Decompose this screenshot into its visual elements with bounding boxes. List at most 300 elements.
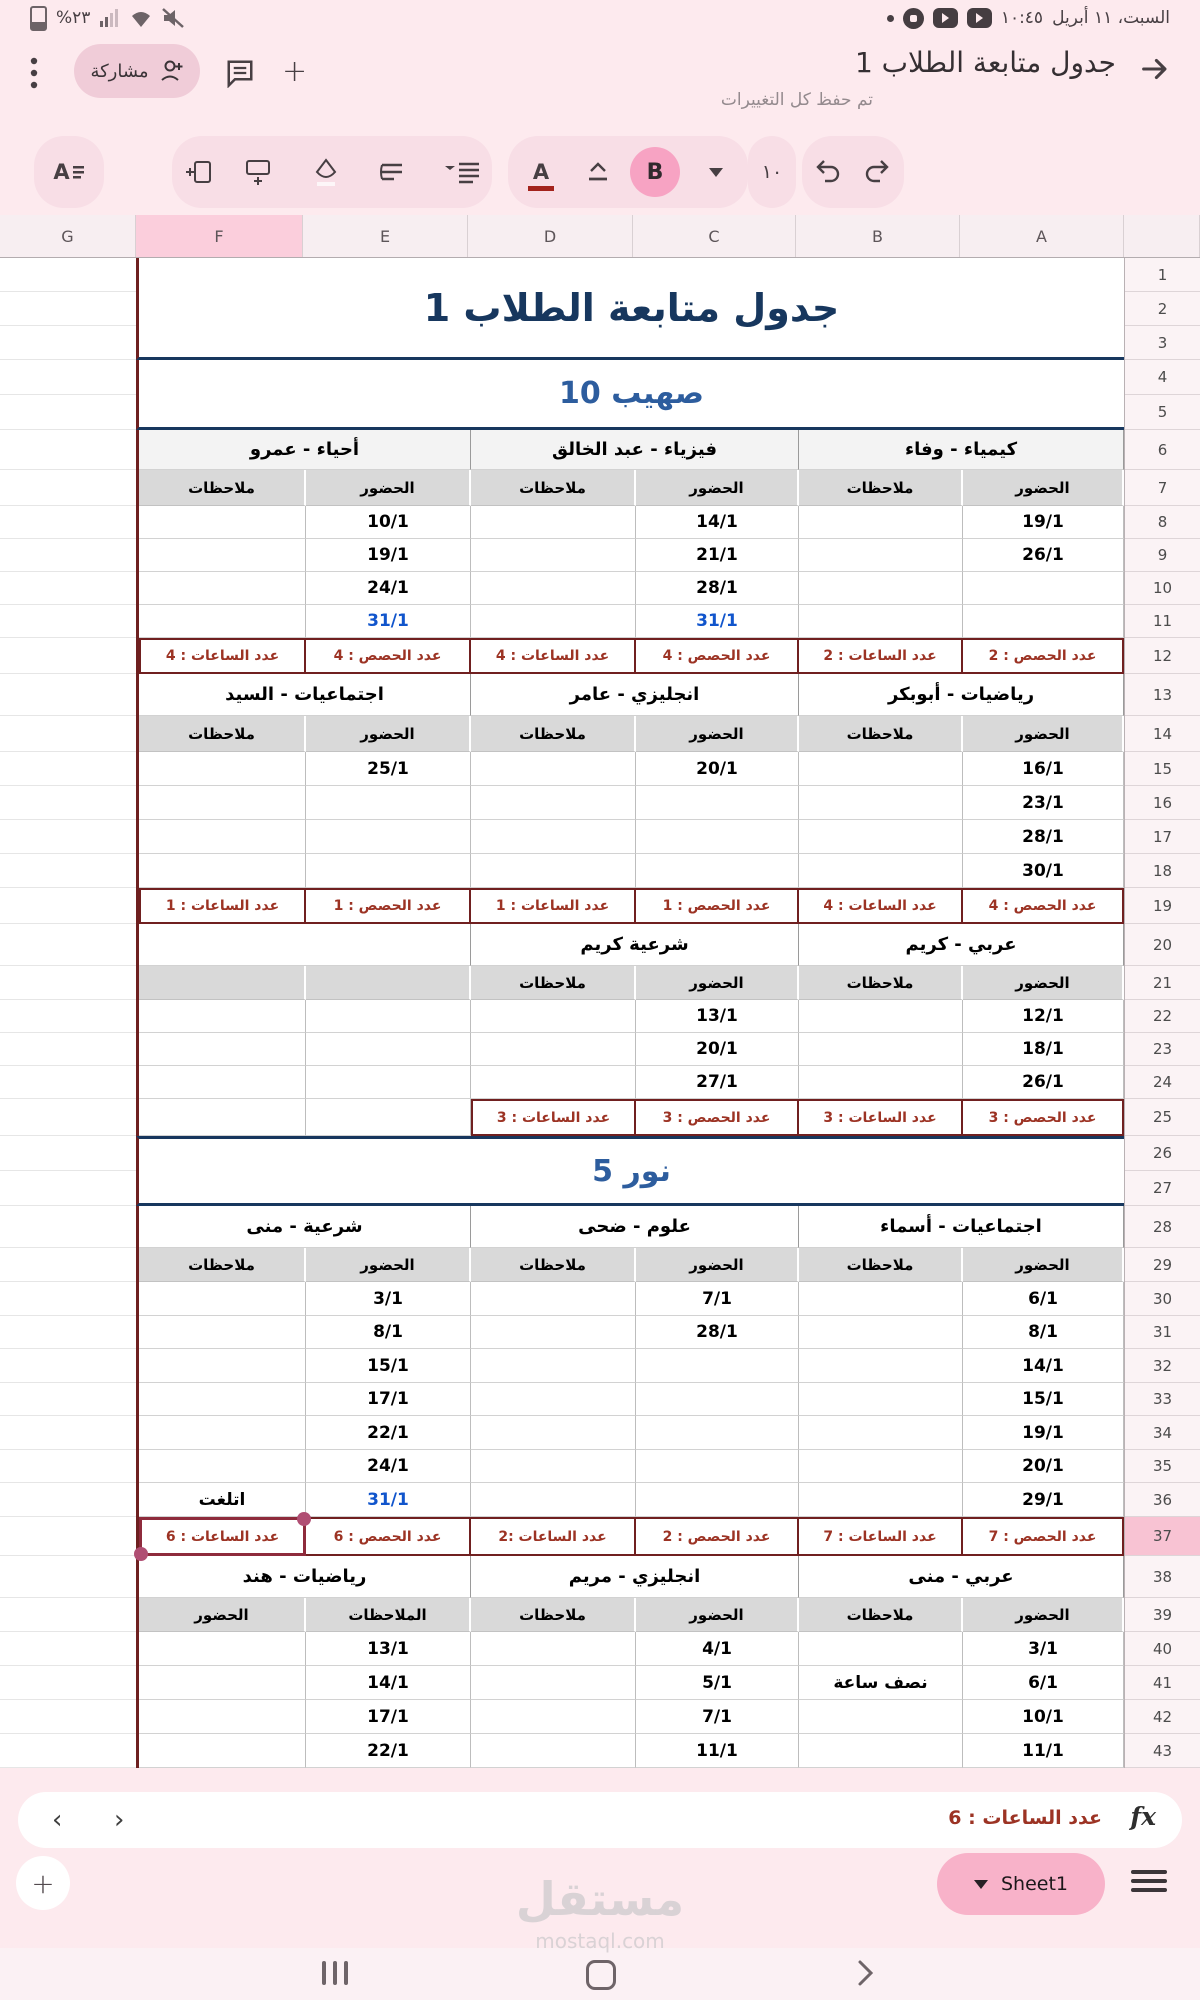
cell-D24[interactable] bbox=[471, 1066, 636, 1099]
cell-C29[interactable]: الحضور bbox=[636, 1248, 799, 1282]
row-header-37[interactable]: 37 bbox=[1125, 1517, 1200, 1556]
cell-G39[interactable] bbox=[0, 1598, 136, 1632]
cell-F9[interactable] bbox=[139, 539, 306, 572]
row-header-35[interactable]: 35 bbox=[1125, 1450, 1200, 1483]
cell-G3[interactable] bbox=[0, 326, 136, 360]
cell-E18[interactable] bbox=[306, 854, 471, 888]
row-header-40[interactable]: 40 bbox=[1125, 1632, 1200, 1666]
cell-C23[interactable]: 20/1 bbox=[636, 1033, 799, 1066]
cell-E22[interactable] bbox=[306, 1000, 471, 1033]
row-header-32[interactable]: 32 bbox=[1125, 1349, 1200, 1383]
cell-E31[interactable]: 8/1 bbox=[306, 1316, 471, 1349]
cell-C25[interactable]: عدد الحصص : 3 bbox=[636, 1099, 799, 1136]
row-header-20[interactable]: 20 bbox=[1125, 924, 1200, 966]
format-caret-icon[interactable] bbox=[691, 136, 741, 208]
cell-F37[interactable]: عدد الساعات : 6 bbox=[139, 1517, 306, 1556]
cell-A12[interactable]: عدد الحصص : 2 bbox=[963, 638, 1124, 674]
cell-D25[interactable]: عدد الساعات : 3 bbox=[471, 1099, 636, 1136]
cell-D16[interactable] bbox=[471, 786, 636, 820]
share-button[interactable] bbox=[74, 44, 200, 98]
cell-G32[interactable] bbox=[0, 1349, 136, 1383]
cell-C30[interactable]: 7/1 bbox=[636, 1282, 799, 1316]
cell-A33[interactable]: 15/1 bbox=[963, 1383, 1124, 1416]
sheet-tab[interactable] bbox=[937, 1853, 1105, 1915]
cell-FE6[interactable]: أحياء - عمرو bbox=[139, 430, 471, 470]
cell-B8[interactable] bbox=[799, 506, 963, 539]
row-header-21[interactable]: 21 bbox=[1125, 966, 1200, 1000]
cell-F12[interactable]: عدد الساعات : 4 bbox=[139, 638, 306, 674]
col-header-G[interactable]: G bbox=[0, 215, 136, 257]
cell-D43[interactable] bbox=[471, 1734, 636, 1768]
cell-D23[interactable] bbox=[471, 1033, 636, 1066]
cell-A42[interactable]: 10/1 bbox=[963, 1700, 1124, 1734]
cell-G38[interactable] bbox=[0, 1556, 136, 1598]
cell-F18[interactable] bbox=[139, 854, 306, 888]
cell-F15[interactable] bbox=[139, 752, 306, 786]
row-header-4[interactable]: 4 bbox=[1125, 360, 1200, 395]
cell-C43[interactable]: 11/1 bbox=[636, 1734, 799, 1768]
cell-G20[interactable] bbox=[0, 924, 136, 966]
cell-D19[interactable]: عدد الساعات : 1 bbox=[471, 888, 636, 924]
cell-A10[interactable] bbox=[963, 572, 1124, 605]
row-header-15[interactable]: 15 bbox=[1125, 752, 1200, 786]
cell-C35[interactable] bbox=[636, 1450, 799, 1483]
row-header-42[interactable]: 42 bbox=[1125, 1700, 1200, 1734]
cell-B12[interactable]: عدد الساعات : 2 bbox=[799, 638, 963, 674]
cell-BA13[interactable]: رياضيات - أبوبكر bbox=[799, 674, 1124, 716]
cell-C41[interactable]: 5/1 bbox=[636, 1666, 799, 1700]
cell-F34[interactable] bbox=[139, 1416, 306, 1450]
cell-A23[interactable]: 18/1 bbox=[963, 1033, 1124, 1066]
cell-B22[interactable] bbox=[799, 1000, 963, 1033]
cell-A43[interactable]: 11/1 bbox=[963, 1734, 1124, 1768]
cell-D34[interactable] bbox=[471, 1416, 636, 1450]
cell-D33[interactable] bbox=[471, 1383, 636, 1416]
cell-C17[interactable] bbox=[636, 820, 799, 854]
row-header-36[interactable]: 36 bbox=[1125, 1483, 1200, 1517]
cell-E14[interactable]: الحضور bbox=[306, 716, 471, 752]
cell-A30[interactable]: 6/1 bbox=[963, 1282, 1124, 1316]
cell-E19[interactable]: عدد الحصص : 1 bbox=[306, 888, 471, 924]
cell-B36[interactable] bbox=[799, 1483, 963, 1517]
col-header-C[interactable]: C bbox=[633, 215, 796, 257]
cell-A39[interactable]: الحضور bbox=[963, 1598, 1124, 1632]
cell-A36[interactable]: 29/1 bbox=[963, 1483, 1124, 1517]
cell-G18[interactable] bbox=[0, 854, 136, 888]
cell-G7[interactable] bbox=[0, 470, 136, 506]
cell-FEDCBA26[interactable]: نور 5 bbox=[592, 1153, 671, 1189]
cell-A31[interactable]: 8/1 bbox=[963, 1316, 1124, 1349]
cell-FE28[interactable]: شرعية - منى bbox=[139, 1206, 471, 1248]
cell-E39[interactable]: الملاحظات bbox=[306, 1598, 471, 1632]
cell-F41[interactable] bbox=[139, 1666, 306, 1700]
cell-F32[interactable] bbox=[139, 1349, 306, 1383]
cell-D35[interactable] bbox=[471, 1450, 636, 1483]
cell-G8[interactable] bbox=[0, 506, 136, 539]
sheet-list-icon[interactable] bbox=[1131, 1870, 1167, 1892]
cell-G2[interactable] bbox=[0, 292, 136, 326]
cell-D37[interactable]: عدد الساعات :2 bbox=[471, 1517, 636, 1556]
cell-C8[interactable]: 14/1 bbox=[636, 506, 799, 539]
row-header-1[interactable]: 1 bbox=[1125, 258, 1200, 292]
cell-B10[interactable] bbox=[799, 572, 963, 605]
cell-E42[interactable]: 17/1 bbox=[306, 1700, 471, 1734]
cell-A25[interactable]: عدد الحصص : 3 bbox=[963, 1099, 1124, 1136]
cell-G27[interactable] bbox=[0, 1171, 136, 1206]
row-header-24[interactable]: 24 bbox=[1125, 1066, 1200, 1099]
cell-C11[interactable]: 31/1 bbox=[636, 605, 799, 638]
cell-DC6[interactable]: فيزياء - عبد الخالق bbox=[471, 430, 799, 470]
back-icon[interactable] bbox=[1138, 52, 1172, 90]
cell-E37[interactable]: عدد الحصص : 6 bbox=[306, 1517, 471, 1556]
redo-icon[interactable] bbox=[853, 136, 903, 208]
cell-F22[interactable] bbox=[139, 1000, 306, 1033]
cell-C12[interactable]: عدد الحصص : 4 bbox=[636, 638, 799, 674]
cell-G41[interactable] bbox=[0, 1666, 136, 1700]
cell-C40[interactable]: 4/1 bbox=[636, 1632, 799, 1666]
row-header-23[interactable]: 23 bbox=[1125, 1033, 1200, 1066]
font-size-value[interactable]: ١٠ bbox=[761, 161, 783, 183]
cell-A21[interactable]: الحضور bbox=[963, 966, 1124, 1000]
cell-D15[interactable] bbox=[471, 752, 636, 786]
cell-BA6[interactable]: كيمياء - وفاء bbox=[799, 430, 1124, 470]
row-header-3[interactable]: 3 bbox=[1125, 326, 1200, 360]
selection-handle-top[interactable] bbox=[297, 1512, 311, 1526]
cell-A35[interactable]: 20/1 bbox=[963, 1450, 1124, 1483]
cell-D18[interactable] bbox=[471, 854, 636, 888]
cell-G26[interactable] bbox=[0, 1136, 136, 1171]
cell-B31[interactable] bbox=[799, 1316, 963, 1349]
cell-F42[interactable] bbox=[139, 1700, 306, 1734]
cell-C9[interactable]: 21/1 bbox=[636, 539, 799, 572]
cell-B33[interactable] bbox=[799, 1383, 963, 1416]
cell-E25[interactable] bbox=[306, 1099, 471, 1136]
row-header-38[interactable]: 38 bbox=[1125, 1556, 1200, 1598]
borders-icon[interactable] bbox=[367, 136, 417, 208]
cell-G13[interactable] bbox=[0, 674, 136, 716]
cell-C32[interactable] bbox=[636, 1349, 799, 1383]
cell-E30[interactable]: 3/1 bbox=[306, 1282, 471, 1316]
cell-E7[interactable]: الحضور bbox=[306, 470, 471, 506]
cell-FE13[interactable]: اجتماعيات - السيد bbox=[139, 674, 471, 716]
cell-F21[interactable] bbox=[139, 966, 306, 1000]
cell-F39[interactable]: الحضور bbox=[139, 1598, 306, 1632]
cell-F25[interactable] bbox=[139, 1099, 306, 1136]
cell-B40[interactable] bbox=[799, 1632, 963, 1666]
cell-G1[interactable] bbox=[0, 258, 136, 292]
cell-DC13[interactable]: انجليزي - عامر bbox=[471, 674, 799, 716]
cell-E12[interactable]: عدد الحصص : 4 bbox=[306, 638, 471, 674]
cell-G36[interactable] bbox=[0, 1483, 136, 1517]
cell-D32[interactable] bbox=[471, 1349, 636, 1383]
cell-E33[interactable]: 17/1 bbox=[306, 1383, 471, 1416]
cell-E17[interactable] bbox=[306, 820, 471, 854]
cell-FE20[interactable] bbox=[139, 924, 471, 966]
next-cell-icon[interactable]: › bbox=[114, 1805, 125, 1835]
undo-icon[interactable] bbox=[802, 136, 852, 208]
comment-icon[interactable] bbox=[224, 58, 256, 92]
cell-A17[interactable]: 28/1 bbox=[963, 820, 1124, 854]
cell-F16[interactable] bbox=[139, 786, 306, 820]
cell-G9[interactable] bbox=[0, 539, 136, 572]
row-header-18[interactable]: 18 bbox=[1125, 854, 1200, 888]
cell-F33[interactable] bbox=[139, 1383, 306, 1416]
cell-G19[interactable] bbox=[0, 888, 136, 924]
row-header-26[interactable]: 26 bbox=[1125, 1136, 1200, 1171]
cell-G12[interactable] bbox=[0, 638, 136, 674]
insert-row-icon[interactable] bbox=[233, 136, 283, 208]
cell-A24[interactable]: 26/1 bbox=[963, 1066, 1124, 1099]
cell-C16[interactable] bbox=[636, 786, 799, 820]
cell-C21[interactable]: الحضور bbox=[636, 966, 799, 1000]
cell-G30[interactable] bbox=[0, 1282, 136, 1316]
cell-C14[interactable]: الحضور bbox=[636, 716, 799, 752]
cell-A29[interactable]: الحضور bbox=[963, 1248, 1124, 1282]
cell-C34[interactable] bbox=[636, 1416, 799, 1450]
row-header-31[interactable]: 31 bbox=[1125, 1316, 1200, 1349]
row-header-14[interactable]: 14 bbox=[1125, 716, 1200, 752]
cell-G28[interactable] bbox=[0, 1206, 136, 1248]
cell-C15[interactable]: 20/1 bbox=[636, 752, 799, 786]
row-header-10[interactable]: 10 bbox=[1125, 572, 1200, 605]
cell-G29[interactable] bbox=[0, 1248, 136, 1282]
row-header-25[interactable]: 25 bbox=[1125, 1099, 1200, 1136]
row-header-16[interactable]: 16 bbox=[1125, 786, 1200, 820]
cell-E43[interactable]: 22/1 bbox=[306, 1734, 471, 1768]
cell-B17[interactable] bbox=[799, 820, 963, 854]
col-header-F[interactable]: F bbox=[136, 215, 303, 257]
cell-C7[interactable]: الحضور bbox=[636, 470, 799, 506]
row-header-6[interactable]: 6 bbox=[1125, 430, 1200, 470]
cell-E40[interactable]: 13/1 bbox=[306, 1632, 471, 1666]
row-header-9[interactable]: 9 bbox=[1125, 539, 1200, 572]
cell-B32[interactable] bbox=[799, 1349, 963, 1383]
cell-A8[interactable]: 19/1 bbox=[963, 506, 1124, 539]
cell-D30[interactable] bbox=[471, 1282, 636, 1316]
cell-E8[interactable]: 10/1 bbox=[306, 506, 471, 539]
formula-bar[interactable] bbox=[18, 1792, 1182, 1848]
cell-B35[interactable] bbox=[799, 1450, 963, 1483]
cell-F29[interactable]: ملاحظات bbox=[139, 1248, 306, 1282]
cell-C18[interactable] bbox=[636, 854, 799, 888]
cell-A32[interactable]: 14/1 bbox=[963, 1349, 1124, 1383]
cell-A40[interactable]: 3/1 bbox=[963, 1632, 1124, 1666]
bold-icon[interactable]: B bbox=[630, 147, 680, 197]
cell-A16[interactable]: 23/1 bbox=[963, 786, 1124, 820]
cell-G40[interactable] bbox=[0, 1632, 136, 1666]
cell-B39[interactable]: ملاحظات bbox=[799, 1598, 963, 1632]
cell-G35[interactable] bbox=[0, 1450, 136, 1483]
cell-BA20[interactable]: عربي - كريم bbox=[799, 924, 1124, 966]
cell-G21[interactable] bbox=[0, 966, 136, 1000]
row-header-8[interactable]: 8 bbox=[1125, 506, 1200, 539]
text-format-icon[interactable]: A bbox=[44, 136, 94, 208]
cell-E34[interactable]: 22/1 bbox=[306, 1416, 471, 1450]
cell-DC28[interactable]: علوم - ضحى bbox=[471, 1206, 799, 1248]
cell-D40[interactable] bbox=[471, 1632, 636, 1666]
cell-D8[interactable] bbox=[471, 506, 636, 539]
cell-B7[interactable]: ملاحظات bbox=[799, 470, 963, 506]
cell-E23[interactable] bbox=[306, 1033, 471, 1066]
cell-A19[interactable]: عدد الحصص : 4 bbox=[963, 888, 1124, 924]
cell-F40[interactable] bbox=[139, 1632, 306, 1666]
nav-back-icon[interactable] bbox=[856, 1959, 874, 1991]
cell-F43[interactable] bbox=[139, 1734, 306, 1768]
cell-A37[interactable]: عدد الحصص : 7 bbox=[963, 1517, 1124, 1556]
row-header-28[interactable]: 28 bbox=[1125, 1206, 1200, 1248]
cell-D10[interactable] bbox=[471, 572, 636, 605]
cell-C24[interactable]: 27/1 bbox=[636, 1066, 799, 1099]
cell-B41[interactable]: نصف ساعة bbox=[799, 1666, 963, 1700]
cell-G14[interactable] bbox=[0, 716, 136, 752]
cell-G15[interactable] bbox=[0, 752, 136, 786]
cell-G16[interactable] bbox=[0, 786, 136, 820]
row-header-30[interactable]: 30 bbox=[1125, 1282, 1200, 1316]
cell-G6[interactable] bbox=[0, 430, 136, 470]
cell-B21[interactable]: ملاحظات bbox=[799, 966, 963, 1000]
cell-A7[interactable]: الحضور bbox=[963, 470, 1124, 506]
cell-F8[interactable] bbox=[139, 506, 306, 539]
cell-G24[interactable] bbox=[0, 1066, 136, 1099]
cell-E16[interactable] bbox=[306, 786, 471, 820]
cell-G31[interactable] bbox=[0, 1316, 136, 1349]
cell-D11[interactable] bbox=[471, 605, 636, 638]
cell-C10[interactable]: 28/1 bbox=[636, 572, 799, 605]
cell-G11[interactable] bbox=[0, 605, 136, 638]
cell-E11[interactable]: 31/1 bbox=[306, 605, 471, 638]
cell-G4[interactable] bbox=[0, 360, 136, 395]
row-header-33[interactable]: 33 bbox=[1125, 1383, 1200, 1416]
cell-DC20[interactable]: شرعية كريم bbox=[471, 924, 799, 966]
cell-A22[interactable]: 12/1 bbox=[963, 1000, 1124, 1033]
cell-B43[interactable] bbox=[799, 1734, 963, 1768]
cell-G25[interactable] bbox=[0, 1099, 136, 1136]
cell-C42[interactable]: 7/1 bbox=[636, 1700, 799, 1734]
cell-A15[interactable]: 16/1 bbox=[963, 752, 1124, 786]
cell-C33[interactable] bbox=[636, 1383, 799, 1416]
cell-B16[interactable] bbox=[799, 786, 963, 820]
cell-E15[interactable]: 25/1 bbox=[306, 752, 471, 786]
cell-A9[interactable]: 26/1 bbox=[963, 539, 1124, 572]
cell-C39[interactable]: الحضور bbox=[636, 1598, 799, 1632]
cell-C31[interactable]: 28/1 bbox=[636, 1316, 799, 1349]
text-color-icon[interactable]: A bbox=[516, 136, 566, 208]
row-header-17[interactable]: 17 bbox=[1125, 820, 1200, 854]
cell-A18[interactable]: 30/1 bbox=[963, 854, 1124, 888]
cell-F30[interactable] bbox=[139, 1282, 306, 1316]
col-header-B[interactable]: B bbox=[796, 215, 960, 257]
cell-F19[interactable]: عدد الساعات : 1 bbox=[139, 888, 306, 924]
cell-D14[interactable]: ملاحظات bbox=[471, 716, 636, 752]
cell-D29[interactable]: ملاحظات bbox=[471, 1248, 636, 1282]
cell-E9[interactable]: 19/1 bbox=[306, 539, 471, 572]
row-header-43[interactable]: 43 bbox=[1125, 1734, 1200, 1768]
cell-FEDCBA1[interactable]: جدول متابعة الطلاب 1 bbox=[423, 285, 840, 330]
cell-F14[interactable]: ملاحظات bbox=[139, 716, 306, 752]
cell-B11[interactable] bbox=[799, 605, 963, 638]
prev-cell-icon[interactable]: ‹ bbox=[52, 1805, 63, 1835]
col-header-A[interactable]: A bbox=[960, 215, 1124, 257]
row-header-19[interactable]: 19 bbox=[1125, 888, 1200, 924]
col-header-D[interactable]: D bbox=[468, 215, 633, 257]
cell-E36[interactable]: 31/1 bbox=[306, 1483, 471, 1517]
cell-B18[interactable] bbox=[799, 854, 963, 888]
cell-B30[interactable] bbox=[799, 1282, 963, 1316]
cell-D36[interactable] bbox=[471, 1483, 636, 1517]
cell-D41[interactable] bbox=[471, 1666, 636, 1700]
cell-FEDCBA4[interactable]: صهيب 10 bbox=[559, 376, 704, 411]
row-header-5[interactable]: 5 bbox=[1125, 395, 1200, 430]
cell-G34[interactable] bbox=[0, 1416, 136, 1450]
cell-BA28[interactable]: اجتماعيات - أسماء bbox=[799, 1206, 1124, 1248]
cell-F35[interactable] bbox=[139, 1450, 306, 1483]
cell-D31[interactable] bbox=[471, 1316, 636, 1349]
cell-D12[interactable]: عدد الساعات : 4 bbox=[471, 638, 636, 674]
cell-E29[interactable]: الحضور bbox=[306, 1248, 471, 1282]
cell-B29[interactable]: ملاحظات bbox=[799, 1248, 963, 1282]
cell-A34[interactable]: 19/1 bbox=[963, 1416, 1124, 1450]
cell-B9[interactable] bbox=[799, 539, 963, 572]
cell-B14[interactable]: ملاحظات bbox=[799, 716, 963, 752]
overflow-menu-icon[interactable] bbox=[30, 56, 38, 94]
cell-F24[interactable] bbox=[139, 1066, 306, 1099]
row-header-39[interactable]: 39 bbox=[1125, 1598, 1200, 1632]
cell-DC38[interactable]: انجليزي - مريم bbox=[471, 1556, 799, 1598]
cell-G33[interactable] bbox=[0, 1383, 136, 1416]
row-header-27[interactable]: 27 bbox=[1125, 1171, 1200, 1206]
cell-G17[interactable] bbox=[0, 820, 136, 854]
cell-B34[interactable] bbox=[799, 1416, 963, 1450]
cell-C22[interactable]: 13/1 bbox=[636, 1000, 799, 1033]
cell-B24[interactable] bbox=[799, 1066, 963, 1099]
cell-F23[interactable] bbox=[139, 1033, 306, 1066]
cell-F17[interactable] bbox=[139, 820, 306, 854]
cell-G22[interactable] bbox=[0, 1000, 136, 1033]
cell-B23[interactable] bbox=[799, 1033, 963, 1066]
row-header-29[interactable]: 29 bbox=[1125, 1248, 1200, 1282]
vertical-align-icon[interactable] bbox=[573, 136, 623, 208]
cell-G43[interactable] bbox=[0, 1734, 136, 1768]
cell-D42[interactable] bbox=[471, 1700, 636, 1734]
cell-E32[interactable]: 15/1 bbox=[306, 1349, 471, 1383]
row-header-13[interactable]: 13 bbox=[1125, 674, 1200, 716]
row-header-11[interactable]: 11 bbox=[1125, 605, 1200, 638]
cell-C19[interactable]: عدد الحصص : 1 bbox=[636, 888, 799, 924]
row-header-7[interactable]: 7 bbox=[1125, 470, 1200, 506]
row-header-22[interactable]: 22 bbox=[1125, 1000, 1200, 1033]
cell-F11[interactable] bbox=[139, 605, 306, 638]
cell-B37[interactable]: عدد الساعات : 7 bbox=[799, 1517, 963, 1556]
cell-C37[interactable]: عدد الحصص : 2 bbox=[636, 1517, 799, 1556]
cell-D17[interactable] bbox=[471, 820, 636, 854]
align-icon[interactable] bbox=[437, 136, 487, 208]
cell-A14[interactable]: الحضور bbox=[963, 716, 1124, 752]
selection-handle-bottom[interactable] bbox=[134, 1547, 148, 1561]
cell-E24[interactable] bbox=[306, 1066, 471, 1099]
cell-F7[interactable]: ملاحظات bbox=[139, 470, 306, 506]
add-sheet-button[interactable]: + bbox=[16, 1856, 70, 1910]
cell-G23[interactable] bbox=[0, 1033, 136, 1066]
cell-G42[interactable] bbox=[0, 1700, 136, 1734]
cell-E21[interactable] bbox=[306, 966, 471, 1000]
add-icon[interactable]: + bbox=[282, 54, 308, 89]
cell-F31[interactable] bbox=[139, 1316, 306, 1349]
cell-D39[interactable]: ملاحظات bbox=[471, 1598, 636, 1632]
insert-column-icon[interactable] bbox=[175, 136, 225, 208]
row-header-34[interactable]: 34 bbox=[1125, 1416, 1200, 1450]
row-header-41[interactable]: 41 bbox=[1125, 1666, 1200, 1700]
cell-G5[interactable] bbox=[0, 395, 136, 430]
